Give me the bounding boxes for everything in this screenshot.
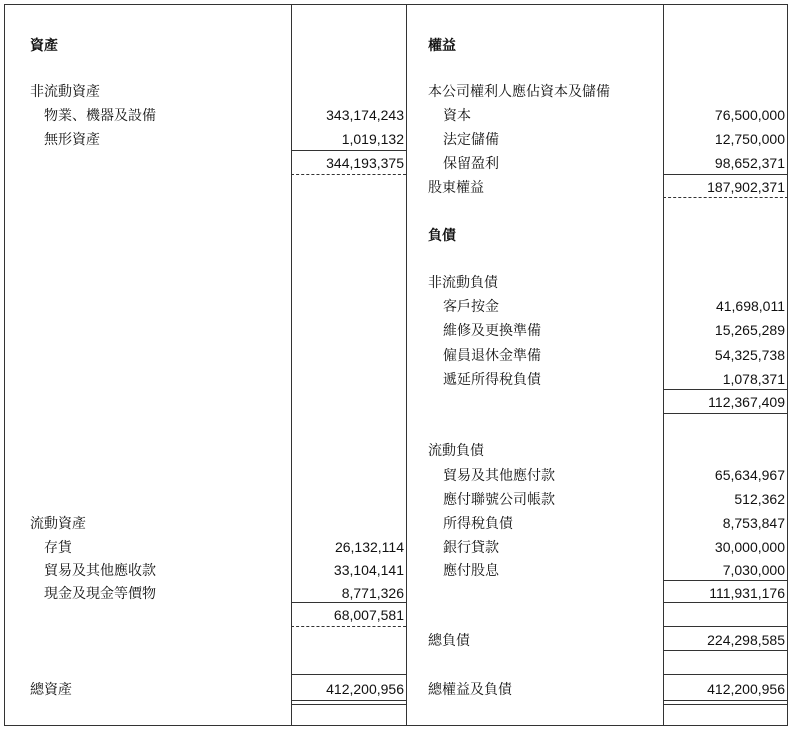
- total-liabilities-label: 總負債: [428, 632, 470, 648]
- retained-earnings-label: 保留盈利: [443, 155, 499, 171]
- inventory-label: 存貨: [44, 539, 72, 555]
- total-liab-bottom-rule: [663, 650, 788, 651]
- affiliate-payables-label: 應付聯號公司帳款: [443, 491, 555, 507]
- deferred-tax-label: 遞延所得稅負債: [443, 371, 541, 387]
- total-equity-liabilities-label: 總權益及負債: [428, 681, 512, 697]
- intangible-label: 無形資產: [44, 131, 100, 147]
- total-assets-top-rule: [291, 674, 406, 675]
- statutory-reserve-label: 法定儲備: [443, 131, 499, 147]
- shareholders-equity-value: 187,902,371: [707, 179, 785, 195]
- liabilities-heading: 負債: [428, 227, 456, 243]
- inventory-value: 26,132,114: [334, 539, 404, 555]
- cash-label: 現金及現金等價物: [44, 585, 156, 601]
- equity-heading: 權益: [428, 37, 456, 53]
- total-liabilities-value: 224,298,585: [707, 632, 785, 648]
- cash-value: 8,771,326: [341, 585, 404, 601]
- noncurrent-liabilities-total: 112,367,409: [708, 394, 785, 410]
- equity-attributable-heading: 本公司權利人應佔資本及儲備: [428, 83, 610, 99]
- deferred-tax-value: 1,078,371: [722, 371, 785, 387]
- income-tax-label: 所得稅負債: [443, 515, 513, 531]
- center-divider: [406, 4, 407, 726]
- total-assets-label: 總資產: [30, 681, 72, 697]
- frame-right: [787, 4, 788, 726]
- assets-heading: 資產: [30, 37, 58, 53]
- bank-loans-value: 30,000,000: [714, 539, 785, 555]
- income-tax-value: 8,753,847: [722, 515, 785, 531]
- equity-subtotal-rule: [663, 174, 788, 175]
- maintenance-provision-value: 15,265,289: [714, 322, 785, 338]
- frame-bottom: [4, 725, 788, 726]
- shareholders-equity-label: 股東權益: [428, 179, 484, 195]
- current-assets-heading: 流動資產: [30, 515, 86, 531]
- dividends-payable-value: 7,030,000: [722, 562, 785, 578]
- capital-value: 76,500,000: [714, 107, 785, 123]
- noncurrent-assets-heading: 非流動資產: [30, 83, 100, 99]
- total-equity-liabilities-value: 412,200,956: [707, 681, 785, 697]
- total-assets-double-rule-1: [291, 700, 406, 701]
- affiliate-payables-value: 512,362: [734, 491, 785, 507]
- intangible-value: 1,019,132: [341, 131, 404, 147]
- pension-provision-label: 僱員退休金準備: [443, 347, 541, 363]
- frame-left: [4, 4, 5, 726]
- capital-label: 資本: [443, 107, 471, 123]
- total-eq-liab-top-rule: [663, 674, 788, 675]
- total-assets-value: 412,200,956: [326, 681, 404, 697]
- maintenance-provision-label: 維修及更換準備: [443, 322, 541, 338]
- receivables-label: 貿易及其他應收款: [44, 562, 156, 578]
- total-eq-liab-double-rule-1: [663, 700, 788, 701]
- current-liabilities-heading: 流動負債: [428, 442, 484, 458]
- current-assets-total: 68,007,581: [333, 607, 404, 623]
- noncurrent-liabilities-heading: 非流動負債: [428, 274, 498, 290]
- bank-loans-label: 銀行貸款: [443, 539, 499, 555]
- pension-provision-value: 54,325,738: [714, 347, 785, 363]
- receivables-value: 33,104,141: [333, 562, 404, 578]
- customer-deposits-label: 客戶按金: [443, 298, 499, 314]
- noncurrent-liab-bottom-rule: [663, 413, 788, 414]
- frame-top: [4, 4, 788, 5]
- customer-deposits-value: 41,698,011: [715, 298, 785, 314]
- equity-total-dash: [663, 197, 788, 198]
- retained-earnings-value: 98,652,371: [714, 155, 785, 171]
- current-total-dash: [291, 626, 406, 627]
- total-eq-liab-double-rule-2: [663, 704, 788, 705]
- trade-payables-value: 65,634,967: [714, 467, 785, 483]
- total-assets-double-rule-2: [291, 704, 406, 705]
- ppe-label: 物業、機器及設備: [44, 107, 156, 123]
- ppe-value: 343,174,243: [326, 107, 404, 123]
- noncurrent-assets-total: 344,193,375: [326, 155, 404, 171]
- total-liab-top-rule: [663, 626, 788, 627]
- trade-payables-label: 貿易及其他應付款: [443, 467, 555, 483]
- noncurrent-subtotal-rule: [291, 150, 406, 151]
- current-liab-bottom-rule: [663, 602, 788, 603]
- statutory-reserve-value: 12,750,000: [714, 131, 785, 147]
- current-subtotal-rule: [291, 602, 406, 603]
- current-liab-subtotal-rule: [663, 580, 788, 581]
- noncurrent-liab-subtotal-rule: [663, 389, 788, 390]
- current-liabilities-total: 111,931,176: [709, 585, 785, 601]
- noncurrent-total-dash: [291, 174, 406, 175]
- dividends-payable-label: 應付股息: [443, 562, 499, 578]
